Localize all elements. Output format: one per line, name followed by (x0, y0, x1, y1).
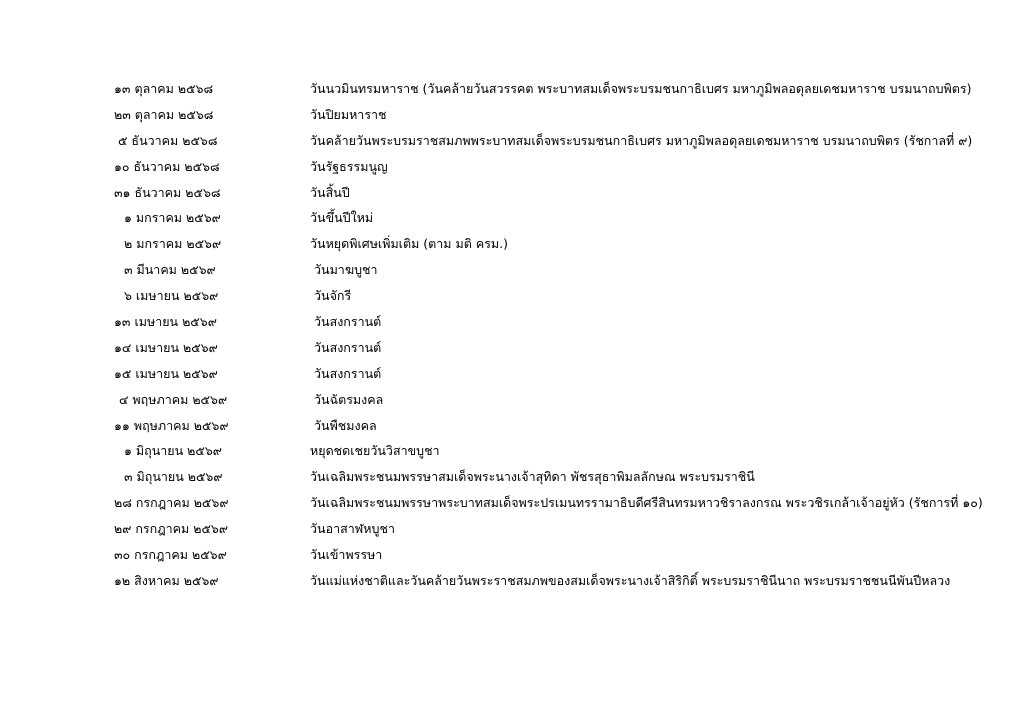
holiday-row (0, 568, 1024, 594)
holiday-date: ๒ มกราคม ๒๕๖๙ (124, 236, 222, 252)
holiday-row (0, 438, 1024, 464)
holiday-name: วันสิ้นปี (310, 184, 350, 200)
holiday-name: วันเข้าพรรษา (310, 547, 383, 563)
holiday-row (0, 180, 1024, 206)
holiday-name: วันปิยมหาราช (310, 106, 387, 122)
holiday-name: วันคล้ายวันพระบรมราชสมภพพระบาทสมเด็จพระบรมชนกาธิเบศร มหาภูมิพลอดุลยเดชมหาราช บรมนาถบพิตร (รัชกาลที่ ๙) (310, 132, 973, 148)
holiday-date: ๑๓ ตุลาคม ๒๕๖๘ (114, 81, 214, 96)
holiday-date: ๒๓ ตุลาคม ๒๕๖๘ (114, 106, 214, 122)
holiday-row (0, 309, 1024, 335)
holiday-date: ๑๐ ธันวาคม ๒๕๖๘ (114, 158, 220, 174)
holiday-date: ๓๑ ธันวาคม ๒๕๖๘ (114, 184, 221, 200)
holiday-name: วันนวมินทรมหาราช (วันคล้ายวันสวรรคต พระบาทสมเด็จพระบรมชนกาธิเบศร มหาภูมิพลอดุลยเดชมหาราช บรมนาถบพิตร) (310, 81, 972, 96)
holiday-name: วันมาฆบูชา (314, 262, 378, 278)
holiday-row (0, 102, 1024, 128)
holiday-name: วันฉัตรมงคล (314, 391, 384, 407)
holiday-name: หยุดชดเชยวันวิสาขบูชา (310, 443, 440, 459)
holiday-row (0, 361, 1024, 387)
holiday-row (0, 490, 1024, 516)
holiday-row (0, 154, 1024, 180)
holiday-name: วันสงกรานต์ (314, 314, 382, 330)
holiday-row (0, 516, 1024, 542)
holiday-name: วันพืชมงคล (314, 417, 377, 433)
holiday-row (0, 205, 1024, 231)
holiday-row (0, 257, 1024, 283)
holiday-date: ๕ ธันวาคม ๒๕๖๘ (118, 132, 218, 148)
holiday-date: ๔ พฤษภาคม ๒๕๖๙ (119, 391, 228, 407)
holiday-name: วันสงกรานต์ (314, 339, 382, 355)
holiday-date: ๓๐ กรกฎาคม ๒๕๖๙ (114, 547, 227, 563)
holiday-name: วันเฉลิมพระชนมพรรษาพระบาทสมเด็จพระปรเมนทรรามาธิบดีศรีสินทรมหาวชิราลงกรณ พระวชิรเกล้าเจ้าอยู่หัว (รัชการที่ ๑๐) (310, 495, 983, 511)
holiday-date: ๑๕ เมษายน ๒๕๖๙ (114, 365, 218, 381)
holiday-row (0, 542, 1024, 568)
holiday-row (0, 413, 1024, 439)
holiday-date: ๖ เมษายน ๒๕๖๙ (124, 288, 219, 304)
holiday-name: วันแม่แห่งชาติและวันคล้ายวันพระราชสมภพของสมเด็จพระนางเจ้าสิริกิติ์ พระบรมราชินีนาถ พระบรมราชชนนีพันปีหลวง (310, 572, 951, 588)
holiday-date: ๑๓ เมษายน ๒๕๖๙ (114, 314, 217, 330)
holiday-name: วันขึ้นปีใหม่ (310, 210, 374, 226)
holiday-date: ๑๒ สิงหาคม ๒๕๖๙ (114, 572, 219, 588)
holiday-date: ๑๑ พฤษภาคม ๒๕๖๙ (114, 417, 229, 433)
holiday-date: ๑ มกราคม ๒๕๖๙ (124, 210, 221, 226)
holiday-row (0, 283, 1024, 309)
holiday-name: วันอาสาฬหบูชา (310, 521, 395, 537)
holiday-date: ๓ มีนาคม ๒๕๖๙ (124, 262, 216, 278)
holiday-name: วันเฉลิมพระชนมพรรษาสมเด็จพระนางเจ้าสุทิดา พัชรสุธาพิมลลักษณ พระบรมราชินี (310, 469, 755, 485)
holiday-row (0, 76, 1024, 102)
holiday-row (0, 231, 1024, 257)
holiday-date: ๓ มิถุนายน ๒๕๖๙ (124, 469, 223, 485)
holiday-row (0, 128, 1024, 154)
holiday-name: วันรัฐธรรมนูญ (310, 158, 388, 174)
holiday-row (0, 464, 1024, 490)
holiday-name: วันสงกรานต์ (314, 365, 382, 381)
holiday-name: วันจักรี (314, 288, 352, 304)
holiday-date: ๒๘ กรกฎาคม ๒๕๖๙ (114, 495, 229, 511)
holiday-row (0, 335, 1024, 361)
holiday-list (0, 76, 1024, 594)
holiday-date: ๒๙ กรกฎาคม ๒๕๖๙ (114, 521, 228, 537)
holiday-date: ๑ มิถุนายน ๒๕๖๙ (124, 443, 222, 459)
holiday-name: วันหยุดพิเศษเพิ่มเติม (ตาม มติ ครม.) (310, 236, 509, 252)
holiday-row (0, 387, 1024, 413)
holiday-date: ๑๔ เมษายน ๒๕๖๙ (114, 339, 218, 355)
